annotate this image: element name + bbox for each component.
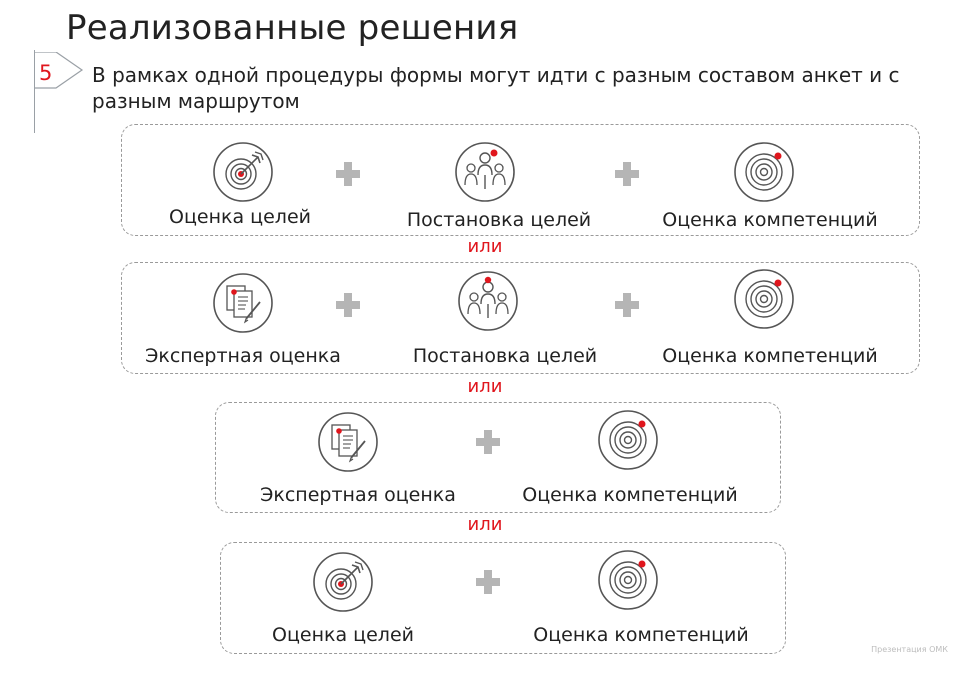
documents-pen-icon	[317, 411, 379, 473]
target-arrow-icon	[312, 551, 374, 613]
item-label: Оценка компетенций	[662, 209, 878, 231]
item-label: Оценка целей	[272, 624, 414, 646]
item-label: Постановка целей	[406, 209, 592, 231]
plus-icon	[613, 291, 641, 319]
subtitle: В рамках одной процедуры формы могут идти с разным составом анкет и с разным маршрутом	[92, 63, 900, 113]
concentric-target-icon	[733, 268, 795, 330]
plus-icon	[613, 160, 641, 188]
item-label: Экспертная оценка	[260, 484, 456, 506]
concentric-target-icon	[597, 409, 659, 471]
or-separator: или	[467, 514, 503, 535]
group-people-icon	[457, 270, 519, 332]
concentric-target-icon	[597, 549, 659, 611]
item-label: Оценка целей	[169, 206, 311, 228]
step-number: 5	[39, 61, 53, 85]
item-label: Постановка целей	[412, 345, 598, 367]
group-people-icon	[454, 141, 516, 203]
documents-pen-icon	[212, 272, 274, 334]
plus-icon	[334, 291, 362, 319]
target-arrow-icon	[212, 141, 274, 203]
plus-icon	[474, 568, 502, 596]
item-label: Оценка компетенций	[662, 345, 878, 367]
plus-icon	[474, 428, 502, 456]
concentric-target-icon	[733, 141, 795, 203]
item-label: Оценка компетенций	[522, 484, 738, 506]
or-separator: или	[467, 376, 503, 397]
item-label: Оценка компетенций	[533, 624, 749, 646]
or-separator: или	[467, 236, 503, 257]
footer-text: Презентация ОМК	[871, 645, 948, 654]
plus-icon	[334, 160, 362, 188]
page-title: Реализованные решения	[66, 8, 519, 48]
item-label: Экспертная оценка	[145, 345, 341, 367]
